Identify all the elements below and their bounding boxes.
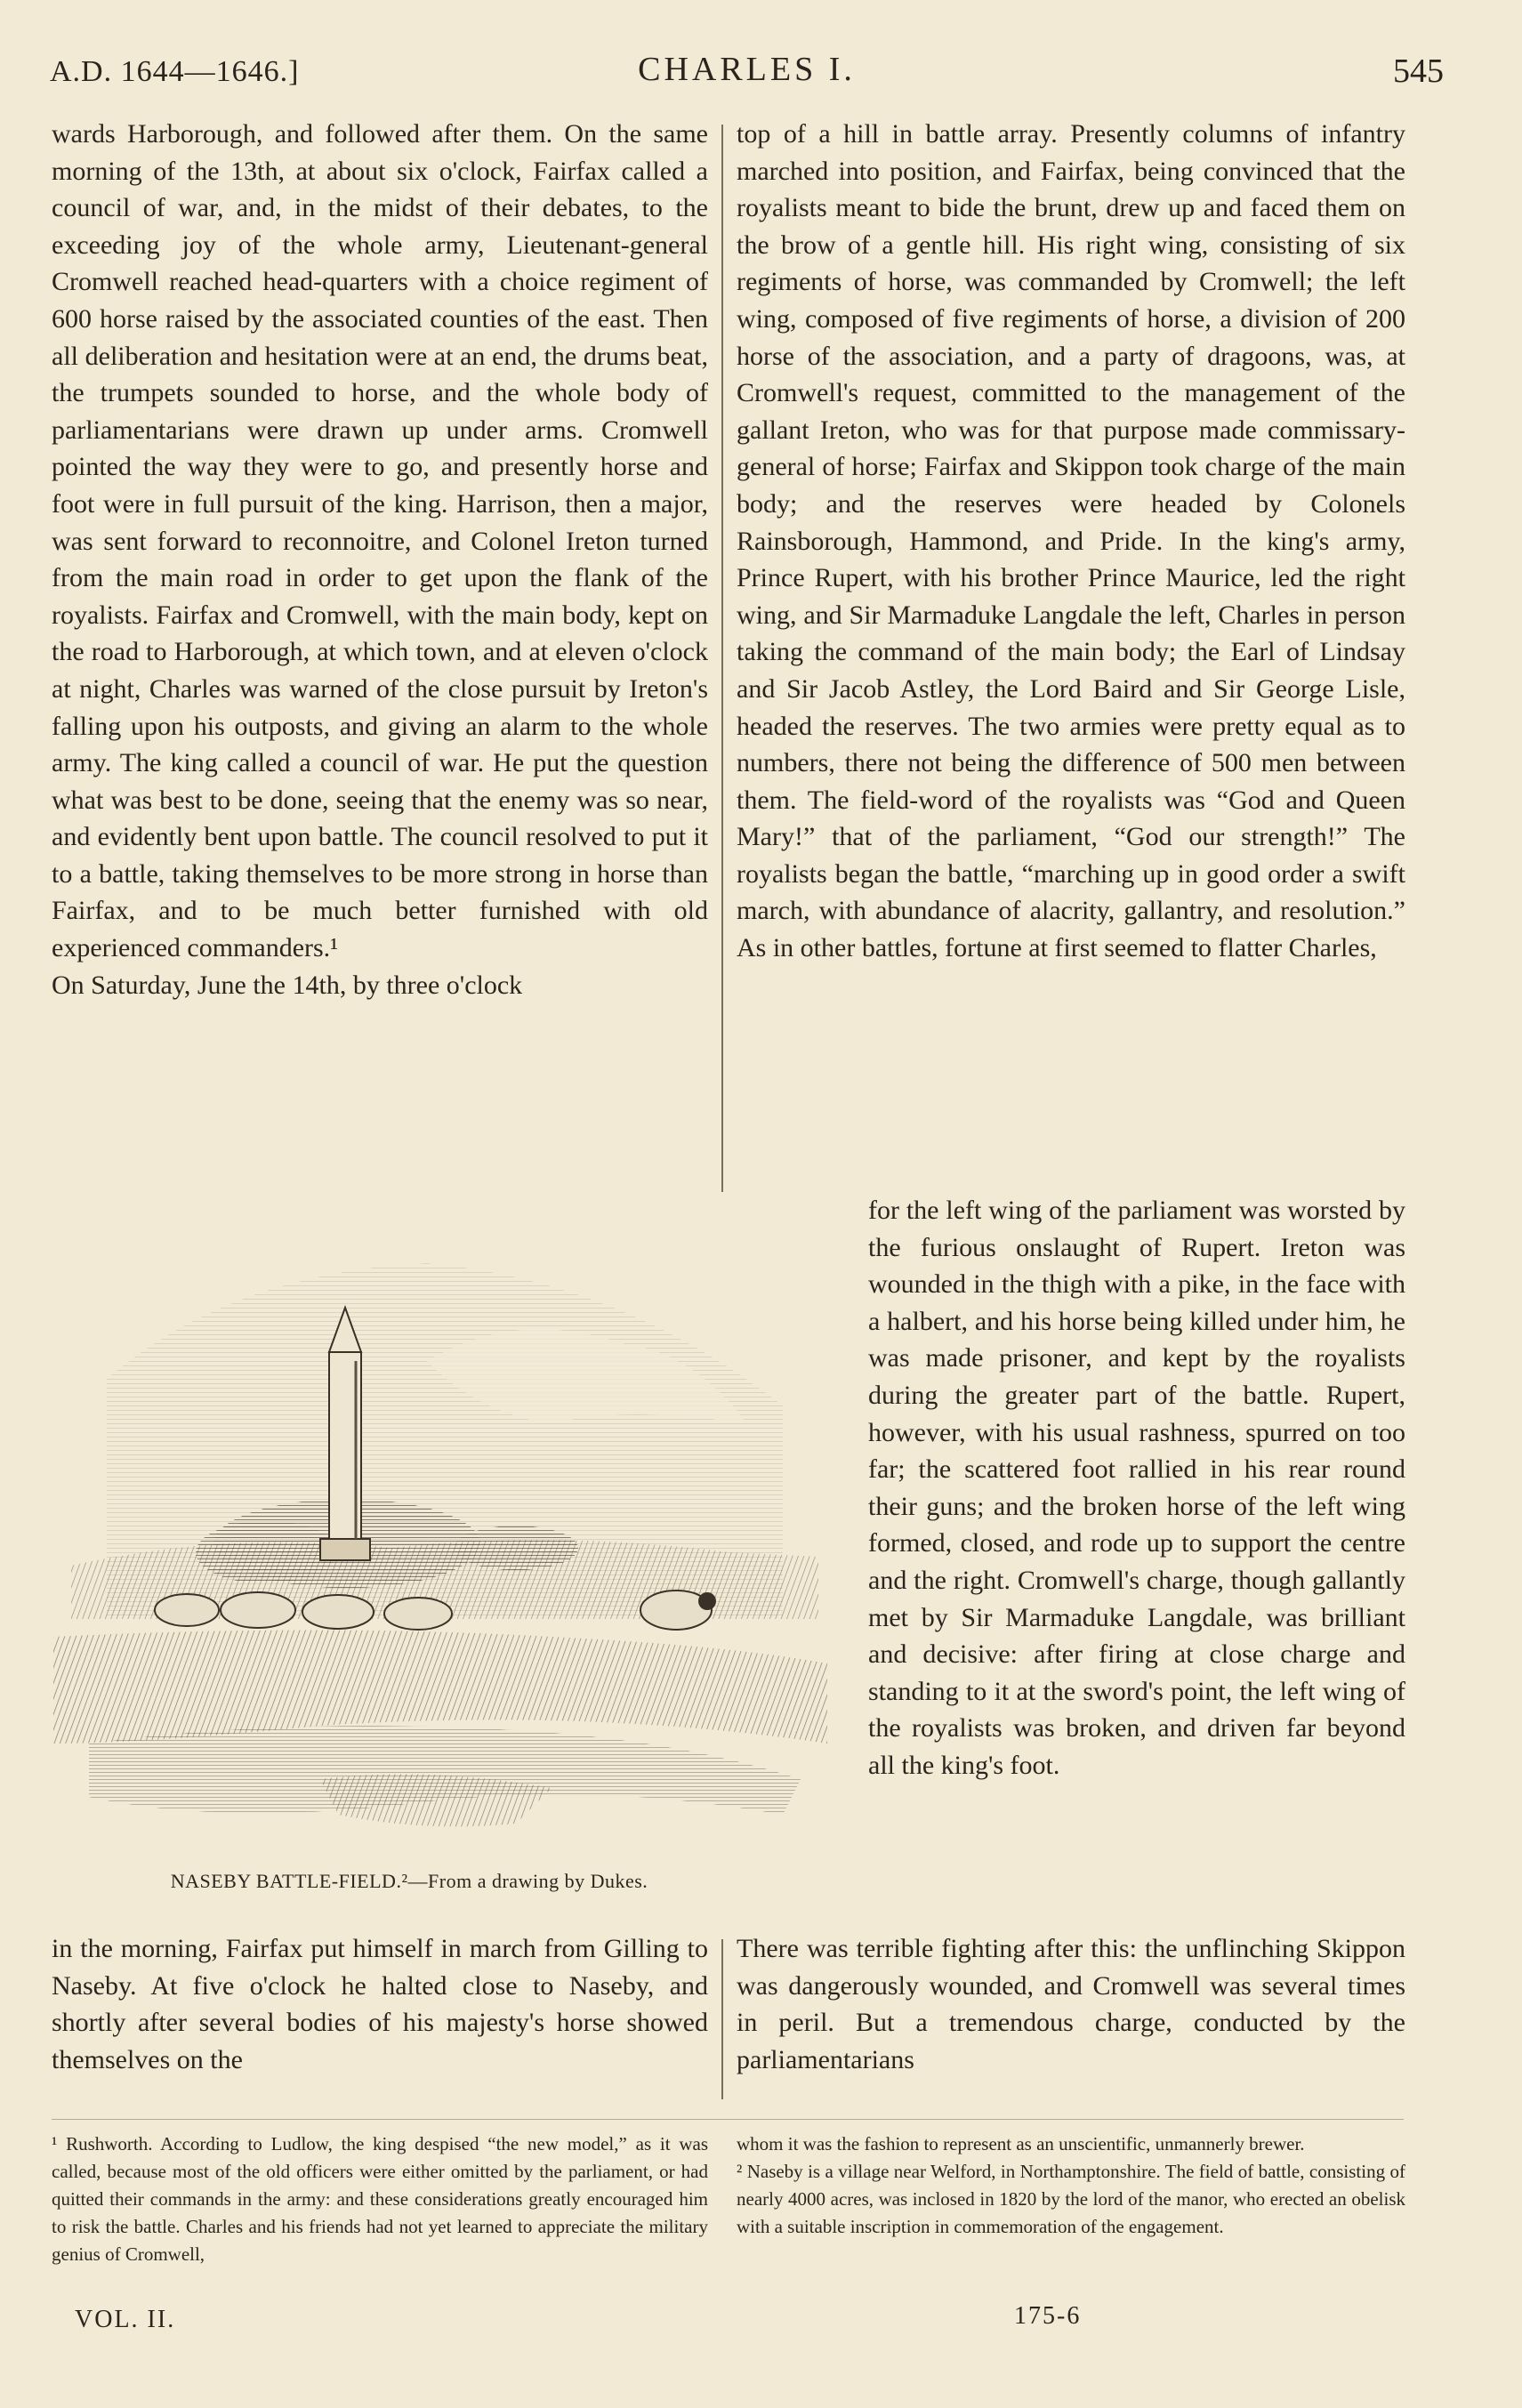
right-column-wrap: [868, 1192, 1405, 1784]
engraving-image: [53, 1245, 827, 1850]
footnote-left: [52, 2130, 708, 2268]
footnote-right: [737, 2130, 1405, 2241]
paragraph: wards Harborough, and followed after them. On the same morning of the 13th, at about six o'clock, Fairfax called a council of war, and, in the midst of their debates, to the exceeding joy of the whole army, Lieutenant-general Cromwell reached head-quarters with a choice regiment of 600 horse raised by the associated counties of the east. Then all deliberation and hesitation were at an end, the drums beat, the trumpets sounded to horse, and the whole body of parliamentarians were drawn up under arms. Cromwell pointed the way they were to go, and presently horse and foot were in full pursuit of the king. Harrison, then a major, was sent forward to reconnoitre, and Colonel Ireton turned from the main road in order to get upon the flank of the royalists. Fairfax and Cromwell, with the main body, kept on the road to Harborough, at which town, and at eleven o'clock at night, Charles was warned of the close pursuit by Ireton's falling upon his outposts, and giving an alarm to the whole army. The king called a council of war. He put the question what was best to be done, seeing that the enemy was so near, and evidently bent upon battle. The council resolved to put it to a battle, taking themselves to be more strong in horse than Fairfax, and to be much better furnished with old experienced commanders.¹: [52, 119, 708, 963]
left-column-bottom: [52, 1930, 708, 2078]
signature-mark: 175-6: [1014, 2302, 1082, 2330]
column-rule-bottom: [721, 1939, 723, 2099]
right-column-bottom: [737, 1930, 1405, 2078]
paragraph: for the left wing of the parliament was worsted by the furious onslaught of Rupert. Ireton was wounded in the thigh with a pike, in the face with a halbert, and his horse being killed under him, he was made prisoner, and kept by the royalists during the greater part of the battle. Rupert, however, with his usual rashness, spurred on too far; the scattered foot rallied in his rear round their guns; and the broken horse of the left wing formed, closed, and rode up to support the centre and the right. Cromwell's charge, though gallantly met by Sir Marmaduke Langdale, was brilliant and decisive: after firing at close charge and standing to it at the sword's point, the left wing of the royalists was broken, and driven far beyond all the king's foot.: [868, 1196, 1405, 1780]
figure-caption: NASEBY BATTLE-FIELD.²—From a drawing by Dukes.: [170, 1870, 648, 1892]
running-header: [50, 46, 1444, 100]
naseby-engraving: [53, 1245, 827, 1850]
header-title: CHARLES I.: [638, 51, 856, 88]
paragraph: in the morning, Fairfax put himself in march from Gilling to Naseby. At five o'clock he halted close to Naseby, and shortly after several bodies of his majesty's horse showed themselves on the: [52, 1934, 708, 2074]
paragraph: top of a hill in battle array. Presently columns of infantry marched into position, and Fairfax, being convinced that the royalists meant to bide the brunt, drew up and faced them on the brow of a gentle hill. His right wing, consisting of six regiments of horse, was commanded by Cromwell; the left wing, composed of five regiments of horse, a division of 200 horse of the association, and a party of dragoons, was, at Cromwell's request, committed to the management of the gallant Ireton, who was for that purpose made commissary-general of horse; Fairfax and Skippon took charge of the main body; and the reserves were headed by Colonels Rainsborough, Hammond, and Pride. In the king's army, Prince Rupert, with his brother Prince Maurice, led the right wing, and Sir Marmaduke Langdale the left, Charles in person taking the command of the main body; the Earl of Lindsay and Sir Jacob Astley, the Lord Baird and Sir George Lisle, headed the reserves. The two armies were pretty equal as to numbers, there not being the difference of 500 men between them. The field-word of the royalists was “God and Queen Mary!” that of the parliament, “God our strength!” The royalists began the battle, “marching up in good order a swift march, with abundance of alacrity, gallantry, and resolution.” As in other battles, fortune at first seemed to flatter Charles,: [737, 119, 1405, 963]
header-dates: A.D. 1644—1646.]: [50, 55, 300, 88]
paragraph: There was terrible fighting after this: the unflinching Skippon was dangerously wounded, and Cromwell was several times in peril. But a tremendous charge, conducted by the parliamentarians: [737, 1934, 1405, 2074]
page-number: 545: [1393, 52, 1444, 90]
footnote-1: ¹ Rushworth. According to Ludlow, the king despised “the new model,” as it was called, because most of the old officers were either omitted by the parliament, or had quitted their commands in the army: and these considerations greatly encouraged him to risk the battle. Charles and his friends had not yet learned to appreciate the military genius of Cromwell,: [52, 2133, 708, 2265]
paragraph: On Saturday, June the 14th, by three o'clock: [52, 970, 523, 1000]
column-rule-top: [721, 125, 723, 1192]
footnote-divider: [52, 2119, 1404, 2120]
left-column-top: [52, 116, 708, 1003]
footnote-2: ² Naseby is a village near Welford, in Northamptonshire. The field of battle, consisting of nearly 4000 acres, was inclosed in 1820 by the lord of the manor, who erected an obelisk with a suitable inscription in commemoration of the engagement.: [737, 2161, 1405, 2237]
right-column-top: [737, 116, 1405, 967]
footnote-1-continued: whom it was the fashion to represent as an unscientific, unmannerly brewer.: [737, 2133, 1305, 2154]
volume-label: VOL. II.: [75, 2306, 176, 2333]
